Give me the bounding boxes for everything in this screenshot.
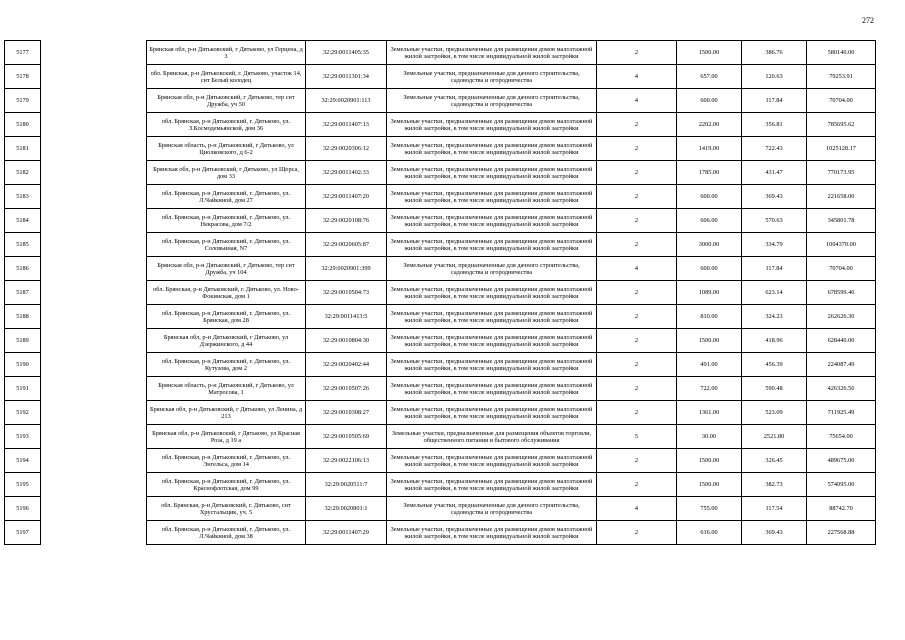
group-cell: 4 xyxy=(597,497,677,521)
cadastral-number-cell: 32:29:0010505:69 xyxy=(306,425,387,449)
cadastral-value-cell: 1025128.17 xyxy=(807,137,876,161)
area-cell: 1500.00 xyxy=(677,329,742,353)
land-use-purpose-cell: Земельные участки, предназначенные для размещения домов малоэтажной жилой застройки, в том числе индивидуальной жилой застройки xyxy=(387,209,597,233)
table-row xyxy=(5,137,876,161)
row-number-cell: 5186 xyxy=(5,257,41,281)
spacer-cell xyxy=(41,521,147,545)
address-cell: обл. Брянская, р-н Дятьковский, г. Дятьково, ул. З.Космодемьянской, дом 36 xyxy=(147,113,306,137)
row-number-cell: 5178 xyxy=(5,65,41,89)
address-cell: Брянская обл, р-н Дятьковский, г Дятьково, ул Дзержинского, д 44 xyxy=(147,329,306,353)
row-number-cell: 5189 xyxy=(5,329,41,353)
cadastral-value-cell: 79253.91 xyxy=(807,65,876,89)
area-cell: 616.00 xyxy=(677,521,742,545)
table-row xyxy=(5,473,876,497)
group-cell: 4 xyxy=(597,89,677,113)
row-number-cell: 5192 xyxy=(5,401,41,425)
cadastral-number-cell: 32:29:0020605:87 xyxy=(306,233,387,257)
cadastral-value-cell: 628440.00 xyxy=(807,329,876,353)
spacer-cell xyxy=(41,65,147,89)
cadastral-value-cell: 70704.00 xyxy=(807,257,876,281)
land-use-purpose-cell: Земельные участки, предназначенные для размещения домов малоэтажной жилой застройки, в том числе индивидуальной жилой застройки xyxy=(387,161,597,185)
address-cell: Брянская область, р-н Дятьковский, г Дятьково, ул Матросова, 1 xyxy=(147,377,306,401)
row-number-cell: 5184 xyxy=(5,209,41,233)
cadastral-number-cell: 32:29:0020402:44 xyxy=(306,353,387,377)
area-cell: 1785.00 xyxy=(677,161,742,185)
cadastral-value-cell: 770173.95 xyxy=(807,161,876,185)
address-cell: Брянская обл, р-н Дятьковский, г Дятьково, ул Ленина, д 213 xyxy=(147,401,306,425)
cadastral-number-cell: 32:29:0011301:34 xyxy=(306,65,387,89)
cadastral-value-cell: 678599.46 xyxy=(807,281,876,305)
specific-value-cell: 590.48 xyxy=(742,377,807,401)
address-cell: обл. Брянская, р-н Дятьковский, г. Дятьково, ул. Некрасова, дом 7/2 xyxy=(147,209,306,233)
cadastral-number-cell: 32:29:0010804:30 xyxy=(306,329,387,353)
specific-value-cell: 523.09 xyxy=(742,401,807,425)
address-cell: Брянская обл, р-н Дятьковский, г Дятьково, ул Красная Роза, д 19 а xyxy=(147,425,306,449)
row-number-cell: 5197 xyxy=(5,521,41,545)
specific-value-cell: 120.63 xyxy=(742,65,807,89)
row-number-cell: 5179 xyxy=(5,89,41,113)
land-use-purpose-cell: Земельные участки, предназначенные для дачного строительства, садоводства и огородничества xyxy=(387,89,597,113)
cadastral-number-cell: 32:29:0020108:76 xyxy=(306,209,387,233)
table-row xyxy=(5,257,876,281)
specific-value-cell: 334.79 xyxy=(742,233,807,257)
specific-value-cell: 369.43 xyxy=(742,185,807,209)
spacer-cell xyxy=(41,161,147,185)
spacer-cell xyxy=(41,257,147,281)
land-use-purpose-cell: Земельные участки, предназначенные для размещения домов малоэтажной жилой застройки, в том числе индивидуальной жилой застройки xyxy=(387,521,597,545)
group-cell: 2 xyxy=(597,233,677,257)
table-row xyxy=(5,449,876,473)
cadastral-number-cell: 32:29:0011413:5 xyxy=(306,305,387,329)
land-use-purpose-cell: Земельные участки, предназначенные для размещения домов малоэтажной жилой застройки, в том числе индивидуальной жилой застройки xyxy=(387,401,597,425)
address-cell: Брянская обл, р-н Дятьковский, г Дятьково, ул Герцена, д 3 xyxy=(147,41,306,65)
row-number-cell: 5187 xyxy=(5,281,41,305)
table-row xyxy=(5,497,876,521)
spacer-cell xyxy=(41,473,147,497)
area-cell: 600.00 xyxy=(677,257,742,281)
spacer-cell xyxy=(41,209,147,233)
area-cell: 755.00 xyxy=(677,497,742,521)
land-use-purpose-cell: Земельные участки, предназначенные для дачного строительства, садоводства и огородничества xyxy=(387,65,597,89)
cadastral-value-cell: 224087.49 xyxy=(807,353,876,377)
row-number-cell: 5195 xyxy=(5,473,41,497)
address-cell: обл. Брянская, р-н Дятьковский, г. Дятьково, ул. Ново-Фокинская, дом 1 xyxy=(147,281,306,305)
specific-value-cell: 418.96 xyxy=(742,329,807,353)
cadastral-number-cell: 32:29:0020306:12 xyxy=(306,137,387,161)
table-row xyxy=(5,41,876,65)
cadastral-number-cell: 32:29:0011405:35 xyxy=(306,41,387,65)
cadastral-value-cell: 88742.70 xyxy=(807,497,876,521)
group-cell: 2 xyxy=(597,137,677,161)
land-use-purpose-cell: Земельные участки, предназначенные для размещения домов малоэтажной жилой застройки, в том числе индивидуальной жилой застройки xyxy=(387,113,597,137)
land-use-purpose-cell: Земельные участки, предназначенные для размещения объектов торговли, общественного питания и бытового обслуживания xyxy=(387,425,597,449)
specific-value-cell: 117.84 xyxy=(742,257,807,281)
cadastral-number-cell: 32:29:0020511:7 xyxy=(306,473,387,497)
table-row xyxy=(5,65,876,89)
group-cell: 2 xyxy=(597,521,677,545)
area-cell: 3000.00 xyxy=(677,233,742,257)
spacer-cell xyxy=(41,113,147,137)
row-number-cell: 5177 xyxy=(5,41,41,65)
group-cell: 2 xyxy=(597,401,677,425)
spacer-cell xyxy=(41,137,147,161)
area-cell: 606.00 xyxy=(677,209,742,233)
specific-value-cell: 623.14 xyxy=(742,281,807,305)
group-cell: 2 xyxy=(597,473,677,497)
cadastral-value-cell: 580140.00 xyxy=(807,41,876,65)
land-use-purpose-cell: Земельные участки, предназначенные для размещения домов малоэтажной жилой застройки, в том числе индивидуальной жилой застройки xyxy=(387,137,597,161)
specific-value-cell: 369.43 xyxy=(742,521,807,545)
table-row xyxy=(5,281,876,305)
table-body xyxy=(5,41,876,545)
row-number-cell: 5182 xyxy=(5,161,41,185)
land-use-purpose-cell: Земельные участки, предназначенные для размещения домов малоэтажной жилой застройки, в том числе индивидуальной жилой застройки xyxy=(387,281,597,305)
group-cell: 4 xyxy=(597,257,677,281)
cadastral-number-cell: 32:29:0020801:1 xyxy=(306,497,387,521)
land-use-purpose-cell: Земельные участки, предназначенные для дачного строительства, садоводства и огородничества xyxy=(387,257,597,281)
address-cell: Брянская обл, р-н Дятьковский, г Дятьково, тер снт Дружба, уч 50 xyxy=(147,89,306,113)
row-number-cell: 5183 xyxy=(5,185,41,209)
cadastral-value-cell: 489675.00 xyxy=(807,449,876,473)
table-row xyxy=(5,161,876,185)
row-number-cell: 5194 xyxy=(5,449,41,473)
address-cell: Брянская обл, р-н Дятьковский, г Дятьково, ул Щорса, дом 33 xyxy=(147,161,306,185)
row-number-cell: 5196 xyxy=(5,497,41,521)
group-cell: 2 xyxy=(597,377,677,401)
land-use-purpose-cell: Земельные участки, предназначенные для размещения домов малоэтажной жилой застройки, в том числе индивидуальной жилой застройки xyxy=(387,305,597,329)
row-number-cell: 5193 xyxy=(5,425,41,449)
cadastral-number-cell: 32:29:0020901:399 xyxy=(306,257,387,281)
group-cell: 4 xyxy=(597,65,677,89)
address-cell: обл. Брянская, р-н Дятьковский, г. Дятьково, ул. Брянская, дом 28 xyxy=(147,305,306,329)
group-cell: 2 xyxy=(597,185,677,209)
area-cell: 722.00 xyxy=(677,377,742,401)
cadastral-value-cell: 75654.00 xyxy=(807,425,876,449)
spacer-cell xyxy=(41,41,147,65)
cadastral-value-cell: 221658.00 xyxy=(807,185,876,209)
group-cell: 2 xyxy=(597,113,677,137)
area-cell: 1419.00 xyxy=(677,137,742,161)
table-row xyxy=(5,185,876,209)
land-use-purpose-cell: Земельные участки, предназначенные для размещения домов малоэтажной жилой застройки, в том числе индивидуальной жилой застройки xyxy=(387,377,597,401)
cadastral-value-cell: 574095.00 xyxy=(807,473,876,497)
specific-value-cell: 117.54 xyxy=(742,497,807,521)
specific-value-cell: 2521.80 xyxy=(742,425,807,449)
land-use-purpose-cell: Земельные участки, предназначенные для размещения домов малоэтажной жилой застройки, в том числе индивидуальной жилой застройки xyxy=(387,353,597,377)
group-cell: 2 xyxy=(597,209,677,233)
spacer-cell xyxy=(41,233,147,257)
area-cell: 810.00 xyxy=(677,305,742,329)
specific-value-cell: 431.47 xyxy=(742,161,807,185)
address-cell: обл. Брянская, р-н Дятьковский, г. Дятьково, снт Хрустальщик, уч. 5 xyxy=(147,497,306,521)
land-use-purpose-cell: Земельные участки, предназначенные для размещения домов малоэтажной жилой застройки, в том числе индивидуальной жилой застройки xyxy=(387,449,597,473)
address-cell: Брянская обл, р-н Дятьковский, г Дятьково, тер снт Дружба, уч 104 xyxy=(147,257,306,281)
spacer-cell xyxy=(41,329,147,353)
cadastral-value-cell: 262626.30 xyxy=(807,305,876,329)
registry-table xyxy=(4,40,876,545)
specific-value-cell: 356.81 xyxy=(742,113,807,137)
row-number-cell: 5181 xyxy=(5,137,41,161)
row-number-cell: 5185 xyxy=(5,233,41,257)
cadastral-value-cell: 785695.62 xyxy=(807,113,876,137)
specific-value-cell: 722.43 xyxy=(742,137,807,161)
table-row xyxy=(5,233,876,257)
cadastral-number-cell: 32:29:0011407:29 xyxy=(306,521,387,545)
cadastral-number-cell: 32:29:0011402:33 xyxy=(306,161,387,185)
area-cell: 1500.00 xyxy=(677,473,742,497)
cadastral-number-cell: 32:29:0011407:13 xyxy=(306,113,387,137)
spacer-cell xyxy=(41,281,147,305)
land-use-purpose-cell: Земельные участки, предназначенные для размещения домов малоэтажной жилой застройки, в том числе индивидуальной жилой застройки xyxy=(387,233,597,257)
row-number-cell: 5190 xyxy=(5,353,41,377)
cadastral-value-cell: 227568.88 xyxy=(807,521,876,545)
cadastral-number-cell: 32:29:0010504:73 xyxy=(306,281,387,305)
table-row xyxy=(5,329,876,353)
spacer-cell xyxy=(41,305,147,329)
cadastral-number-cell: 32:29:0022106:13 xyxy=(306,449,387,473)
area-cell: 657.00 xyxy=(677,65,742,89)
land-use-purpose-cell: Земельные участки, предназначенные для размещения домов малоэтажной жилой застройки, в том числе индивидуальной жилой застройки xyxy=(387,473,597,497)
group-cell: 2 xyxy=(597,329,677,353)
area-cell: 600.00 xyxy=(677,185,742,209)
group-cell: 2 xyxy=(597,305,677,329)
address-cell: обл. Брянская, р-н Дятьковский, г. Дятьково, ул. Кутузова, дом 2 xyxy=(147,353,306,377)
row-number-cell: 5188 xyxy=(5,305,41,329)
spacer-cell xyxy=(41,449,147,473)
address-cell: обл. Брянская, р-н Дятьковский, г. Дятьково, ул. Краснофлотская, дом 99 xyxy=(147,473,306,497)
address-cell: Брянская область, р-н Дятьковский, г Дятьково, ул Циолковского, д 6-2 xyxy=(147,137,306,161)
table-row xyxy=(5,89,876,113)
address-cell: обл. Брянская, р-н Дятьковский, г. Дятьково, ул. Энгельса, дом 14 xyxy=(147,449,306,473)
cadastral-value-cell: 1004370.00 xyxy=(807,233,876,257)
area-cell: 1361.00 xyxy=(677,401,742,425)
spacer-cell xyxy=(41,353,147,377)
cadastral-value-cell: 711925.49 xyxy=(807,401,876,425)
table-row xyxy=(5,521,876,545)
cadastral-value-cell: 70704.00 xyxy=(807,89,876,113)
area-cell: 491.00 xyxy=(677,353,742,377)
group-cell: 2 xyxy=(597,41,677,65)
land-use-purpose-cell: Земельные участки, предназначенные для размещения домов малоэтажной жилой застройки, в том числе индивидуальной жилой застройки xyxy=(387,41,597,65)
group-cell: 5 xyxy=(597,425,677,449)
land-use-purpose-cell: Земельные участки, предназначенные для размещения домов малоэтажной жилой застройки, в том числе индивидуальной жилой застройки xyxy=(387,185,597,209)
address-cell: обл. Брянская, р-н Дятьковский, г. Дятьково, ул. Л.Чайкиной, дом 38 xyxy=(147,521,306,545)
spacer-cell xyxy=(41,425,147,449)
cadastral-number-cell: 32:29:0020901:113 xyxy=(306,89,387,113)
row-number-cell: 5180 xyxy=(5,113,41,137)
area-cell: 600.00 xyxy=(677,89,742,113)
table-row xyxy=(5,305,876,329)
table-row xyxy=(5,401,876,425)
spacer-cell xyxy=(41,89,147,113)
specific-value-cell: 324.23 xyxy=(742,305,807,329)
group-cell: 2 xyxy=(597,353,677,377)
address-cell: обл. Брянская, р-н Дятьковский, г. Дятьково, ул. Л.Чайкиной, дом 27 xyxy=(147,185,306,209)
row-number-cell: 5191 xyxy=(5,377,41,401)
area-cell: 1089.00 xyxy=(677,281,742,305)
specific-value-cell: 117.84 xyxy=(742,89,807,113)
specific-value-cell: 456.39 xyxy=(742,353,807,377)
specific-value-cell: 570.63 xyxy=(742,209,807,233)
group-cell: 2 xyxy=(597,161,677,185)
cadastral-value-cell: 426326.56 xyxy=(807,377,876,401)
land-use-purpose-cell: Земельные участки, предназначенные для дачного строительства, садоводства и огородничества xyxy=(387,497,597,521)
group-cell: 2 xyxy=(597,449,677,473)
address-cell: обл. Брянская, р-н Дятьковский, г. Дятьково, ул. Соловьиная, N7 xyxy=(147,233,306,257)
specific-value-cell: 326.45 xyxy=(742,449,807,473)
specific-value-cell: 382.73 xyxy=(742,473,807,497)
cadastral-number-cell: 32:29:0011407:20 xyxy=(306,185,387,209)
area-cell: 2202.00 xyxy=(677,113,742,137)
area-cell: 30.00 xyxy=(677,425,742,449)
cadastral-number-cell: 32:29:0010308:27 xyxy=(306,401,387,425)
cadastral-number-cell: 32:29:0010507:26 xyxy=(306,377,387,401)
area-cell: 1500.00 xyxy=(677,41,742,65)
address-cell: обл. Брянская, р-н Дятьковский, г. Дятьково, участок 14, снт Белый колодец xyxy=(147,65,306,89)
cadastral-value-cell: 345801.78 xyxy=(807,209,876,233)
table-row xyxy=(5,353,876,377)
table-row xyxy=(5,425,876,449)
specific-value-cell: 386.76 xyxy=(742,41,807,65)
spacer-cell xyxy=(41,377,147,401)
spacer-cell xyxy=(41,185,147,209)
table-row xyxy=(5,113,876,137)
spacer-cell xyxy=(41,401,147,425)
table-row xyxy=(5,209,876,233)
spacer-cell xyxy=(41,497,147,521)
page-number: 272 xyxy=(862,16,874,25)
table-row xyxy=(5,377,876,401)
area-cell: 1500.00 xyxy=(677,449,742,473)
group-cell: 2 xyxy=(597,281,677,305)
land-use-purpose-cell: Земельные участки, предназначенные для размещения домов малоэтажной жилой застройки, в том числе индивидуальной жилой застройки xyxy=(387,329,597,353)
